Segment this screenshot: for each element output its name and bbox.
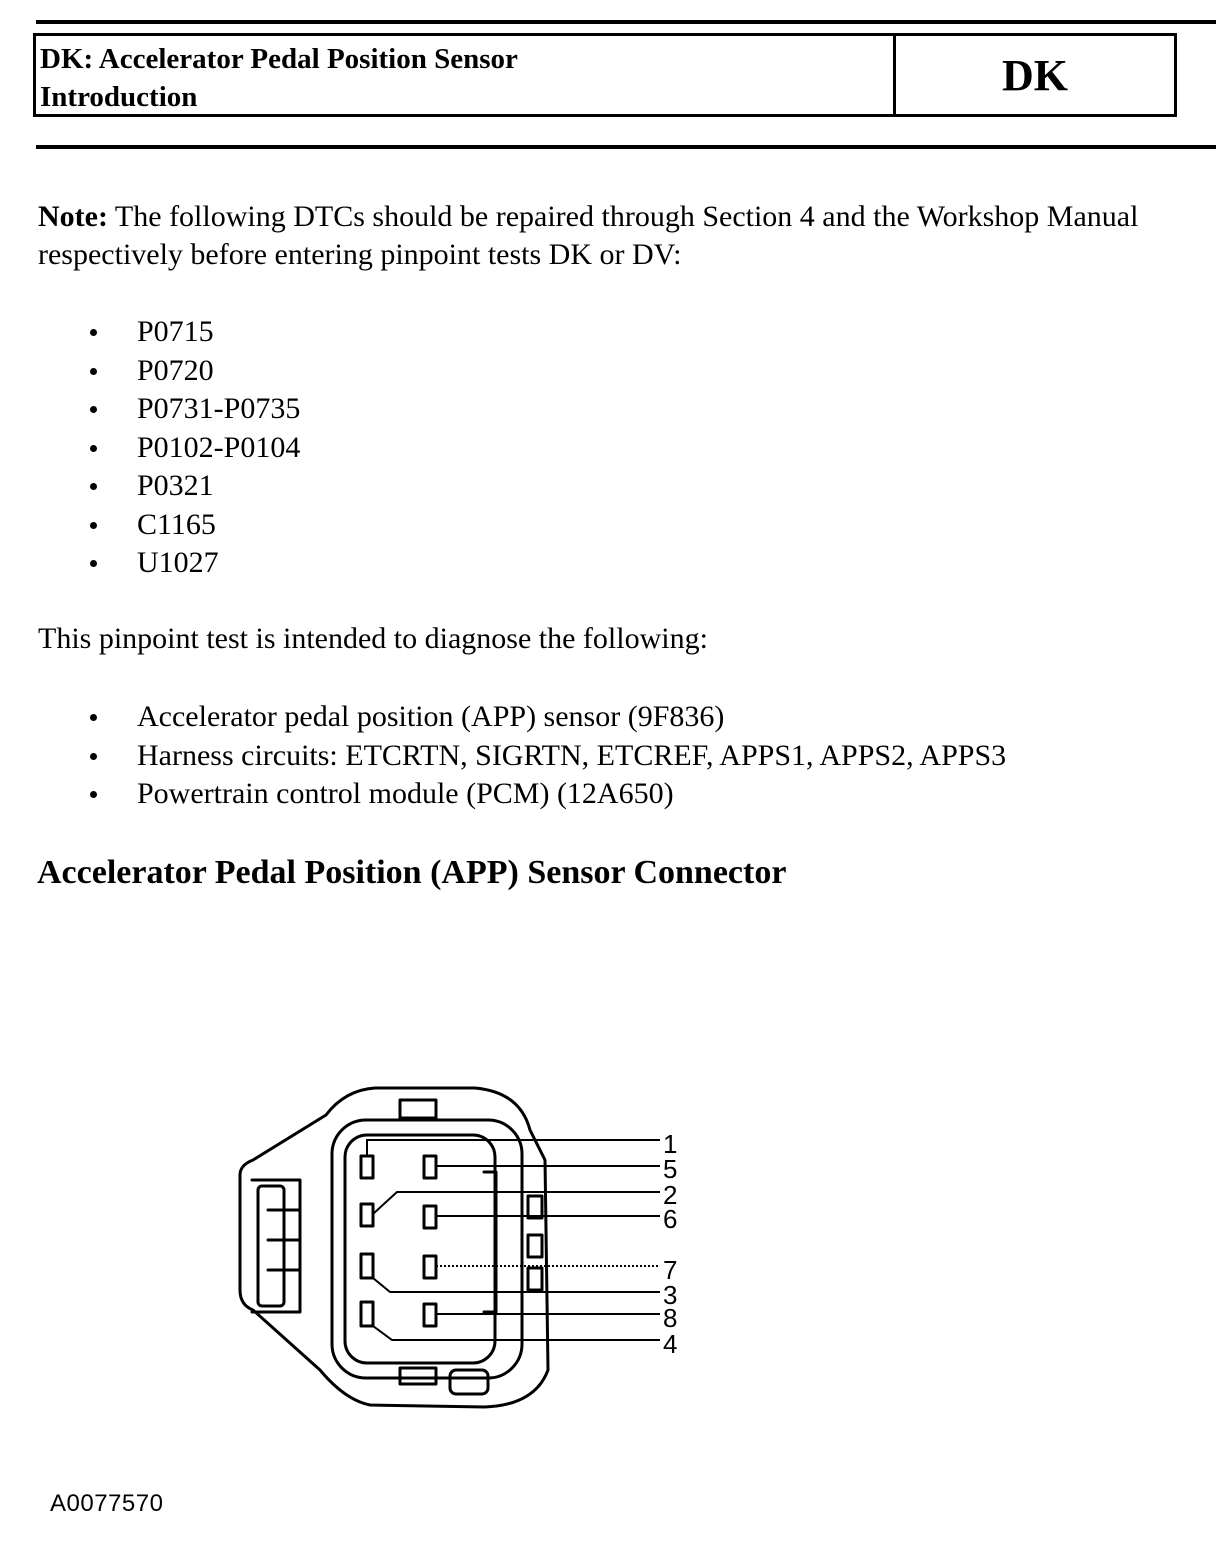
diagnose-item: Powertrain control module (PCM) (12A650) bbox=[137, 777, 674, 810]
dtc-code: P0321 bbox=[137, 469, 214, 502]
dtc-code: P0102-P0104 bbox=[137, 430, 301, 464]
pin-label: 7 bbox=[663, 1255, 678, 1285]
pin-label: 6 bbox=[663, 1204, 678, 1234]
pin-label: 1 bbox=[663, 1129, 678, 1159]
pin-terminal bbox=[361, 1204, 373, 1226]
pin-label: 5 bbox=[663, 1154, 678, 1184]
dtc-code: C1165 bbox=[137, 507, 216, 541]
section-heading: Accelerator Pedal Position (APP) Sensor Connector bbox=[37, 854, 787, 891]
note-label: Note: bbox=[38, 200, 108, 233]
pin-leader-line bbox=[373, 1326, 660, 1340]
dtc-code: P0720 bbox=[137, 353, 214, 387]
pin-leader-line bbox=[373, 1192, 660, 1214]
pin-terminal bbox=[424, 1156, 436, 1178]
intro-paragraph: This pinpoint test is intended to diagnose the following: bbox=[38, 622, 708, 655]
pin-label: 4 bbox=[663, 1329, 678, 1359]
pin-label: 2 bbox=[663, 1180, 678, 1210]
dtc-code: P0731-P0735 bbox=[137, 392, 301, 425]
pin-leader-line bbox=[373, 1278, 660, 1292]
connector-pin-cavity bbox=[345, 1135, 495, 1363]
diagnose-item: Harness circuits: ETCRTN, SIGRTN, ETCREF, APPS1, APPS2, APPS3 bbox=[137, 738, 1007, 772]
diagnose-item: Accelerator pedal position (APP) sensor (9F836) bbox=[137, 700, 725, 733]
title-line-2: Introduction bbox=[40, 81, 198, 113]
pin-terminal bbox=[424, 1206, 436, 1228]
dtc-code: P0715 bbox=[137, 315, 214, 348]
pin-terminal bbox=[361, 1254, 373, 1278]
title-line-1: DK: Accelerator Pedal Position Sensor bbox=[40, 43, 518, 75]
pin-terminal bbox=[361, 1156, 373, 1178]
pin-label: 3 bbox=[663, 1280, 678, 1310]
figure-id: A0077570 bbox=[50, 1490, 164, 1517]
pin-terminal bbox=[361, 1302, 373, 1326]
dtc-code: U1027 bbox=[137, 546, 219, 579]
pin-leader-line bbox=[367, 1140, 660, 1156]
note-text: The following DTCs should be repaired through Section 4 and the Workshop Manual respectively before entering pinpoint tests DK or DV: bbox=[38, 200, 1139, 271]
pin-terminal bbox=[424, 1304, 436, 1326]
pin-terminal bbox=[424, 1256, 436, 1278]
section-code: DK bbox=[1002, 50, 1068, 100]
pin-label: 8 bbox=[663, 1303, 678, 1333]
